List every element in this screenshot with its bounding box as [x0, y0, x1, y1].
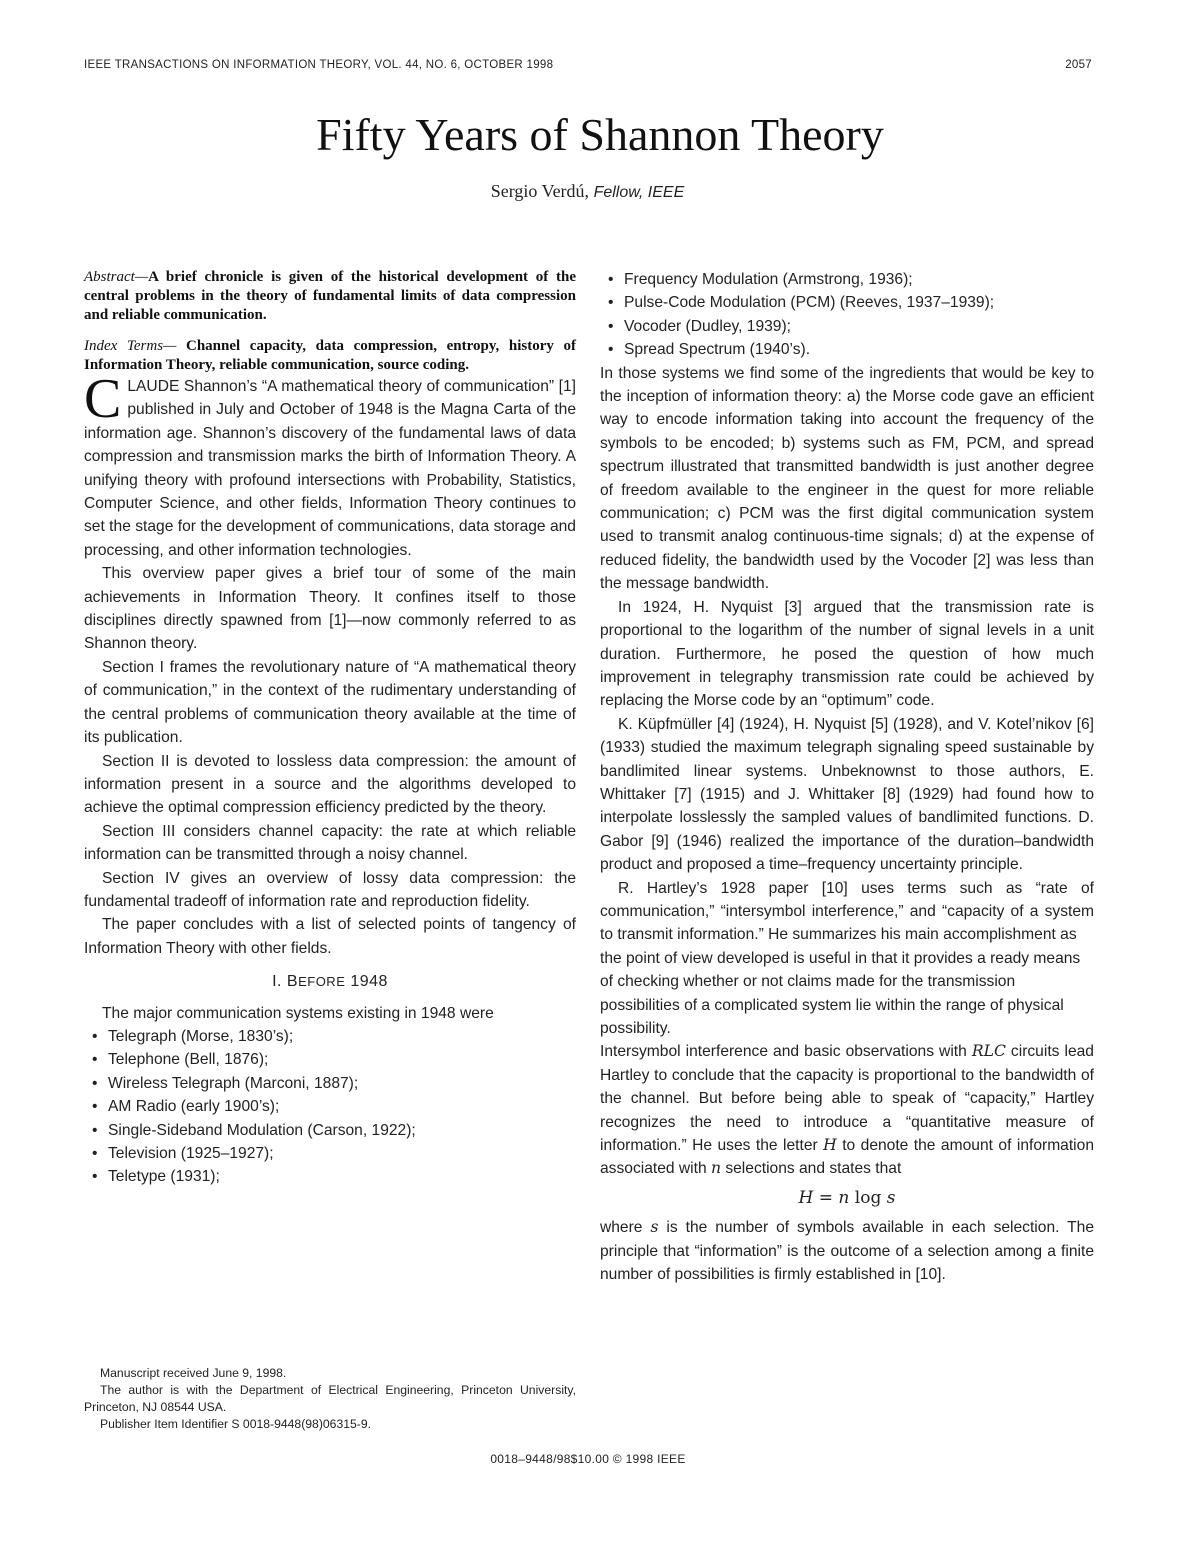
abstract-label: Abstract—: [84, 269, 149, 285]
paper-title: Fifty Years of Shannon Theory: [316, 109, 884, 160]
overview-paragraph: This overview paper gives a brief tour of some of the main achievements in Information Theory. It confines itself to those disciplines directly spawned from [1]—now commonly referred to as Shannon theory.: [84, 565, 576, 653]
left-column: [84, 268, 576, 1189]
drop-cap: C: [84, 368, 122, 430]
author-affiliation: Fellow, IEEE: [593, 184, 685, 201]
hartley-quote: the point of view developed is useful in that it provides a ready means of checking whether or not claims made for the transmission possibilities of a complicated system lie within the range of physical possibility.: [600, 949, 1081, 1037]
author-name: Sergio Verdú,: [490, 181, 590, 201]
page-number: 2057: [1065, 59, 1092, 71]
list-item: • Wireless Telegraph (Marconi, 1887);: [84, 1072, 576, 1095]
intro-paragraph: [84, 368, 576, 562]
section-1-summary: Section I frames the revolutionary nature of “A mathematical theory of communication,” in the context of the rudimentary understanding of the central problems of communication theory available at the time of its publication.: [84, 658, 576, 747]
running-header: [84, 59, 1092, 75]
list-item: • Telegraph (Morse, 1830’s);: [84, 1025, 576, 1048]
where-paragraph: where s is the number of symbols available in each selection. The principle that “information” is the outcome of a selection among a finite number of possibilities is firmly established in [10].: [600, 1218, 1094, 1284]
abstract: [84, 268, 576, 325]
intro-text: LAUDE Shannon’s “A mathematical theory of communication” [1] published in July and October of 1948 is the Magna Carta of the information age. Shannon’s discovery of the fundamental laws of data compression and transmission marks the birth of Information Theory. A unifying theory with profound intersections with Probability, Statistics, Computer Science, and other fields, Information Theory continues to set the stage for the development of communications, data storage and processing, and other information technologies.: [84, 378, 576, 559]
ingredients-paragraph: In those systems we find some of the ingredients that would be key to the inception of information theory: a) the Morse code gave an efficient way to encode information taking into account the frequency of the symbols to be encoded; b) systems such as FM, PCM, and spread spectrum illustrated that transmitted bandwidth is just another degree of freedom available to the engineer in the quest for more reliable communication; c) PCM was the first digital communication system used to transmit analog continuous-time signals; d) at the expense of reduced fidelity, the bandwidth used by the Vocoder [2] was less than the message bandwidth.: [600, 364, 1094, 593]
equation-lhs: H = n: [798, 1187, 850, 1208]
footnotes: [84, 1365, 576, 1433]
math-rlc: RLC: [971, 1042, 1006, 1061]
section-title-initial: B: [286, 973, 299, 991]
nyquist-paragraph: In 1924, H. Nyquist [3] argued that the transmission rate is proportional to the logarithm of the number of signal levels in a unit duration. Furthermore, he posed the question of how much improvement in telegraphy transmission rate could be achieved by replacing the Morse code by an “optimum” code.: [600, 598, 1094, 710]
index-terms: [84, 337, 576, 375]
list-item: • Frequency Modulation (Armstrong, 1936);: [600, 268, 1094, 291]
introduction: [84, 368, 576, 1189]
list-item: • Vocoder (Dudley, 1939);: [600, 315, 1094, 338]
footnote-received: Manuscript received June 9, 1998.: [100, 1366, 287, 1380]
index-terms-label: Index Terms—: [84, 338, 177, 354]
systems-list-part2: [600, 268, 1094, 362]
section-title-year: 1948: [350, 973, 388, 991]
intersymbol-paragraph: Intersymbol interference and basic observations with RLC circuits lead Hartley to conclude that the capacity is proportional to the bandwidth of the channel. But before being able to speak of “capacity,” Hartley recognizes the need to introduce a “quantitative measure of information.” He uses the letter H to denote the amount of information associated with n selections and states that: [600, 1042, 1094, 1178]
math-s: s: [650, 1218, 659, 1237]
list-item: • Pulse-Code Modulation (PCM) (Reeves, 1937–1939);: [600, 291, 1094, 314]
list-item: • Spread Spectrum (1940’s).: [600, 338, 1094, 361]
hartley-equation: [600, 1187, 1094, 1210]
equation-log: log: [854, 1187, 882, 1208]
footnote-affiliation: The author is with the Department of Electrical Engineering, Princeton University, Princeton, NJ 08544 USA.: [84, 1383, 576, 1414]
list-item: • Television (1925–1927);: [84, 1142, 576, 1165]
systems-lead: The major communication systems existing in 1948 were: [102, 1004, 494, 1022]
list-item: • AM Radio (early 1900’s);: [84, 1095, 576, 1118]
equation-rhs: s: [886, 1187, 896, 1208]
section-2-summary: Section II is devoted to lossless data compression: the amount of information present in a source and the algorithms developed to achieve the optimal compression efficiency predicted by the theory.: [84, 752, 576, 817]
abstract-text: A brief chronicle is given of the historical development of the central problems in the theory of fundamental limits of data compression and reliable communication.: [84, 269, 576, 323]
journal-citation: IEEE TRANSACTIONS ON INFORMATION THEORY, VOL. 44, NO. 6, OCTOBER 1998: [84, 59, 554, 71]
section-number: I.: [272, 973, 282, 991]
math-h: H: [823, 1136, 837, 1155]
hartley-paragraph: R. Hartley’s 1928 paper [10] uses terms such as “rate of communication,” “intersymbol interference,” and “capacity of a system to transmit information.” He summarizes his main accomplishment as: [600, 879, 1094, 944]
kupfmuller-paragraph: K. Küpfmüller [4] (1924), H. Nyquist [5] (1928), and V. Kotel’nikov [6] (1933) studied the maximum telegraph signaling speed sustainable by bandlimited linear systems. Unbeknownst to those authors, E. Whittaker [7] (1915) and J. Whittaker [8] (1929) had found how to interpolate losslessly the sampled values of bandlimited functions. D. Gabor [9] (1946) realized the importance of the duration–bandwidth product and proposed a time–frequency uncertainty principle.: [600, 715, 1094, 874]
section-4-summary: Section IV gives an overview of lossy data compression: the fundamental tradeoff of information rate and reproduction fidelity.: [84, 869, 576, 910]
section-heading: [84, 970, 576, 993]
copyright-footer: 0018–9448/98$10.00 © 1998 IEEE: [490, 1452, 686, 1466]
footnote-pii: Publisher Item Identifier S 0018-9448(98)06315-9.: [100, 1417, 371, 1431]
math-n: n: [710, 1159, 721, 1178]
right-column: [600, 268, 1094, 1286]
author-line: [0, 181, 1175, 202]
index-terms-text: Channel capacity, data compression, entropy, history of Information Theory, reliable communication, source coding.: [84, 338, 576, 373]
systems-list-part1: [84, 1025, 576, 1189]
section-3-summary: Section III considers channel capacity: the rate at which reliable information can be transmitted through a noisy channel.: [84, 822, 576, 864]
list-item: • Single-Sideband Modulation (Carson, 1922);: [84, 1119, 576, 1142]
section-title-rest: EFORE: [298, 974, 346, 990]
list-item: • Teletype (1931);: [84, 1165, 576, 1188]
list-item: • Telephone (Bell, 1876);: [84, 1048, 576, 1071]
conclusion-summary: The paper concludes with a list of selected points of tangency of Information Theory with other fields.: [84, 916, 576, 957]
